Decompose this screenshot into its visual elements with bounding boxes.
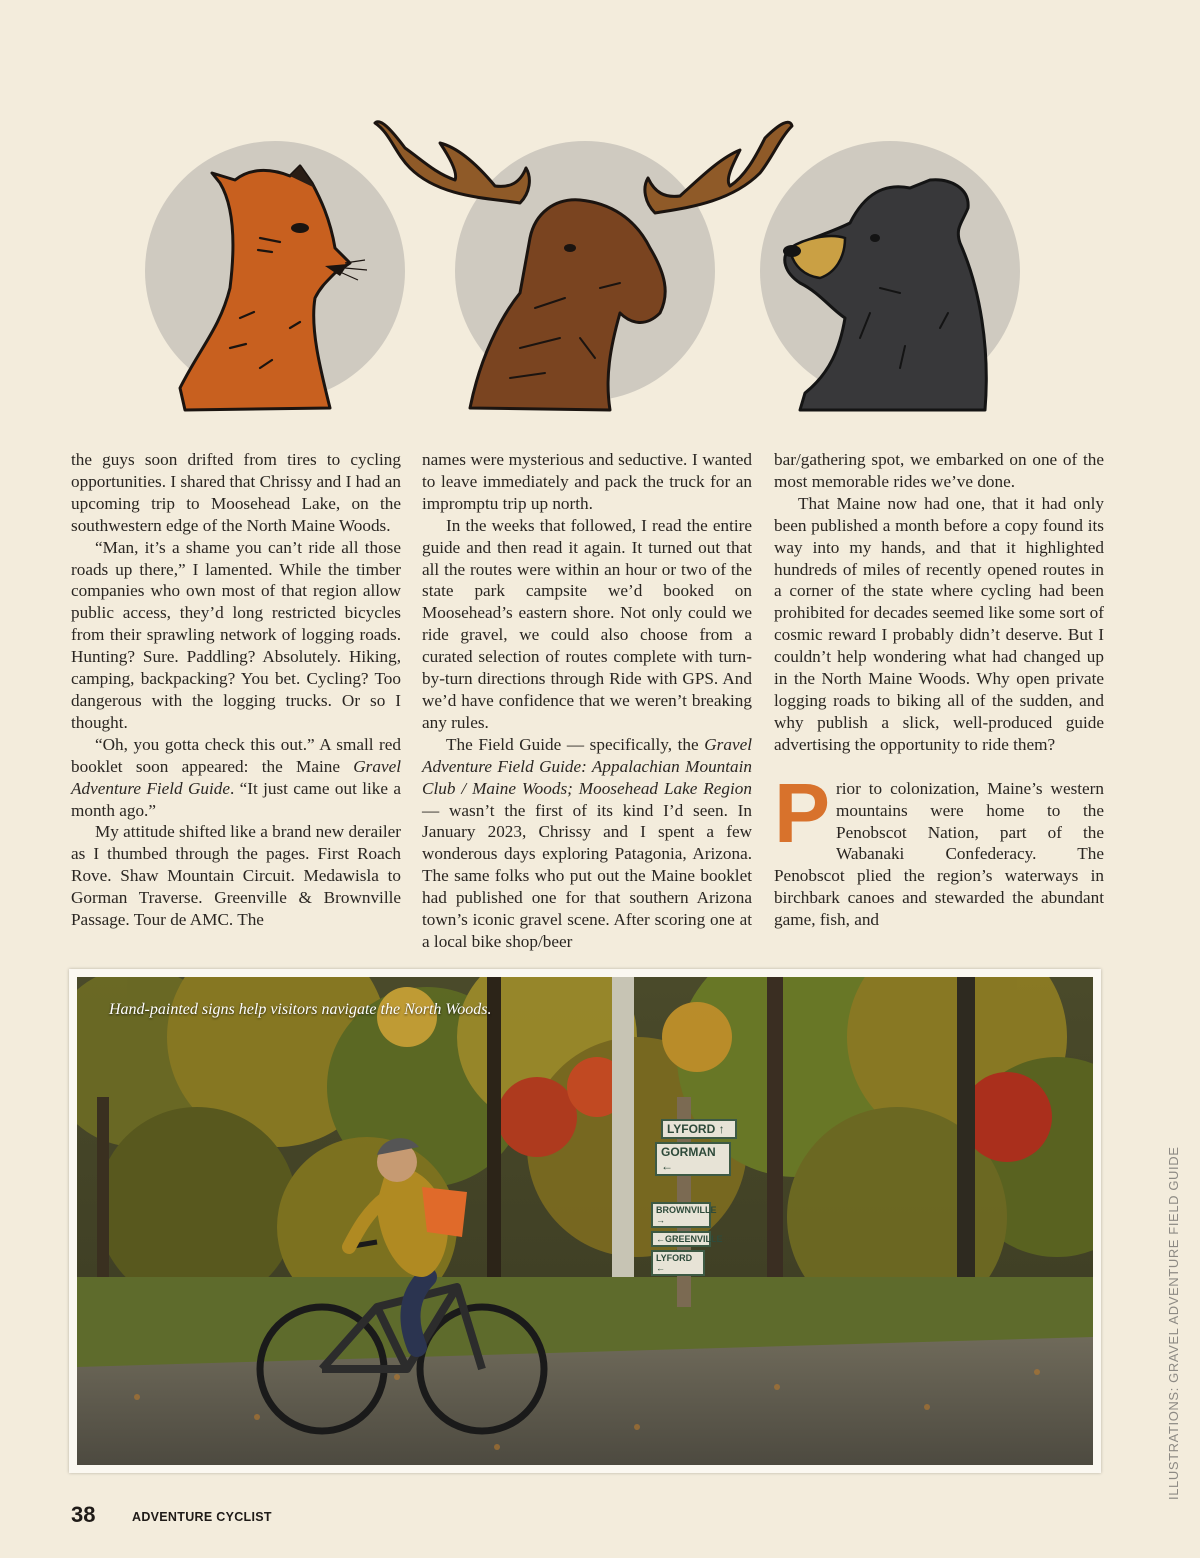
sign-text: LYFORD	[656, 1253, 693, 1263]
paragraph: My attitude shifted like a brand new derailer as I thumbed through the pages. First Roach Rove. Shaw Mountain Circuit. Medawisla to Gorman Traverse. Greenville & Brownville Passage. Tour de AMC. The	[71, 822, 401, 930]
sign-gorman	[655, 1142, 731, 1176]
photo-caption: Hand-painted signs help visitors navigate the North Woods.	[109, 1001, 492, 1018]
sign-text: LYFORD	[667, 1122, 716, 1136]
sign-text: GORMAN	[661, 1145, 716, 1159]
sign-arrow: ←	[661, 1159, 673, 1173]
trail-signs	[651, 1119, 761, 1276]
paragraph	[422, 734, 752, 953]
paragraph-text: “Oh, you gotta check this out.” A small red booklet soon appeared: the Maine	[71, 734, 401, 776]
sign-greenville	[651, 1231, 723, 1247]
photo-frame	[69, 969, 1101, 1473]
sign-lyford-2	[651, 1250, 705, 1276]
paragraph: the guys soon drifted from tires to cycling opportunities. I shared that Chrissy and I had an upcoming trip to Moosehead Lake, on the southwestern edge of the North Maine Woods.	[71, 450, 401, 535]
article-column-1	[71, 449, 401, 931]
book-title: Gravel Adventure Field Guide	[71, 756, 401, 798]
paragraph-text: . “It just came out like a month ago.”	[71, 778, 401, 820]
drop-cap: P	[774, 765, 831, 860]
forest-scene	[77, 977, 1093, 1465]
sign-arrow: ←	[656, 1234, 665, 1244]
paragraph-text: The Field Guide — specifically, the	[446, 734, 705, 754]
illustration-credit: ILLUSTRATIONS: GRAVEL ADVENTURE FIELD GUIDE	[1166, 1146, 1181, 1500]
sign-text: BROWNVILLE	[656, 1205, 717, 1215]
bear-illustration	[760, 141, 1020, 410]
article-column-3	[774, 449, 1104, 931]
page-number: 38	[71, 1502, 96, 1527]
paragraph-text: rior to colonization, Maine’s western mountains were home to the Penobscot Nation, part of the Wabanaki Confederacy. The Penobscot plied the region’s waterways in birchbark canoes and stewarded the abundant game, fish, and	[774, 778, 1104, 930]
sign-lyford	[661, 1119, 737, 1139]
paragraph	[774, 765, 1104, 931]
paragraph: bar/gathering spot, we embarked on one of the most memorable rides we’ve done.	[774, 450, 1104, 491]
publication-name: ADVENTURE CYCLIST	[132, 1510, 272, 1524]
paragraph	[71, 734, 401, 822]
book-title: Gravel Adventure Field Guide: Appalachian Mountain Club / Maine Woods; Moosehead Lake Region	[422, 734, 752, 798]
paragraph: names were mysterious and seductive. I wanted to leave immediately and pack the truck for an impromptu trip up north.	[422, 450, 752, 513]
sign-arrow: →	[656, 1215, 665, 1225]
paragraph: That Maine now had one, that it had only been published a month before a copy found its way into my hands, and that it highlighted hundreds of miles of recently opened routes in a corner of the state where cycling had been prohibited for decades seemed like some sort of cosmic reward I probably didn’t deserve. But I couldn’t help wondering what had changed up in the North Maine Woods. Why open private logging roads to biking all of the sudden, and why publish a slick, well-produced guide advertising the opportunity to ride them?	[774, 493, 1104, 754]
sign-brownville	[651, 1202, 717, 1228]
sign-text: GREENVILLE	[665, 1234, 723, 1244]
paragraph: In the weeks that followed, I read the entire guide and then read it again. It turned out that all the routes were within an hour or two of the state park campsite we’d booked on Moosehead’s eastern shore. Not only could we ride gravel, we could also choose from a curated selection of routes complete with turn-by-turn directions through Ride with GPS. And we’d have confidence that we weren’t breaking any rules.	[422, 515, 752, 732]
cyclist-photo	[77, 977, 1093, 1465]
moose-illustration	[375, 122, 792, 410]
paragraph: “Man, it’s a shame you can’t ride all those roads up there,” I lamented. While the timber companies who own most of that region allow public access, they’d long restricted bicycles from their sprawling network of logging roads. Hunting? Sure. Paddling? Absolutely. Hiking, camping, backpacking? You bet. Cycling? Too dangerous with the logging trucks. Or so I thought.	[71, 537, 401, 732]
fox-illustration	[145, 141, 405, 410]
article-column-2	[422, 449, 752, 953]
sign-arrow: ↑	[718, 1122, 725, 1136]
animal-illustrations	[140, 88, 1040, 418]
sign-arrow: ←	[656, 1263, 665, 1273]
paragraph-text: — wasn’t the first of its kind I’d seen. In January 2023, Chrissy and I spent a few wonderous days exploring Patagonia, Arizona. The same folks who put out the Maine booklet had published one for that southern Arizona town’s iconic gravel scene. After scoring one at a local bike shop/beer	[422, 800, 752, 951]
